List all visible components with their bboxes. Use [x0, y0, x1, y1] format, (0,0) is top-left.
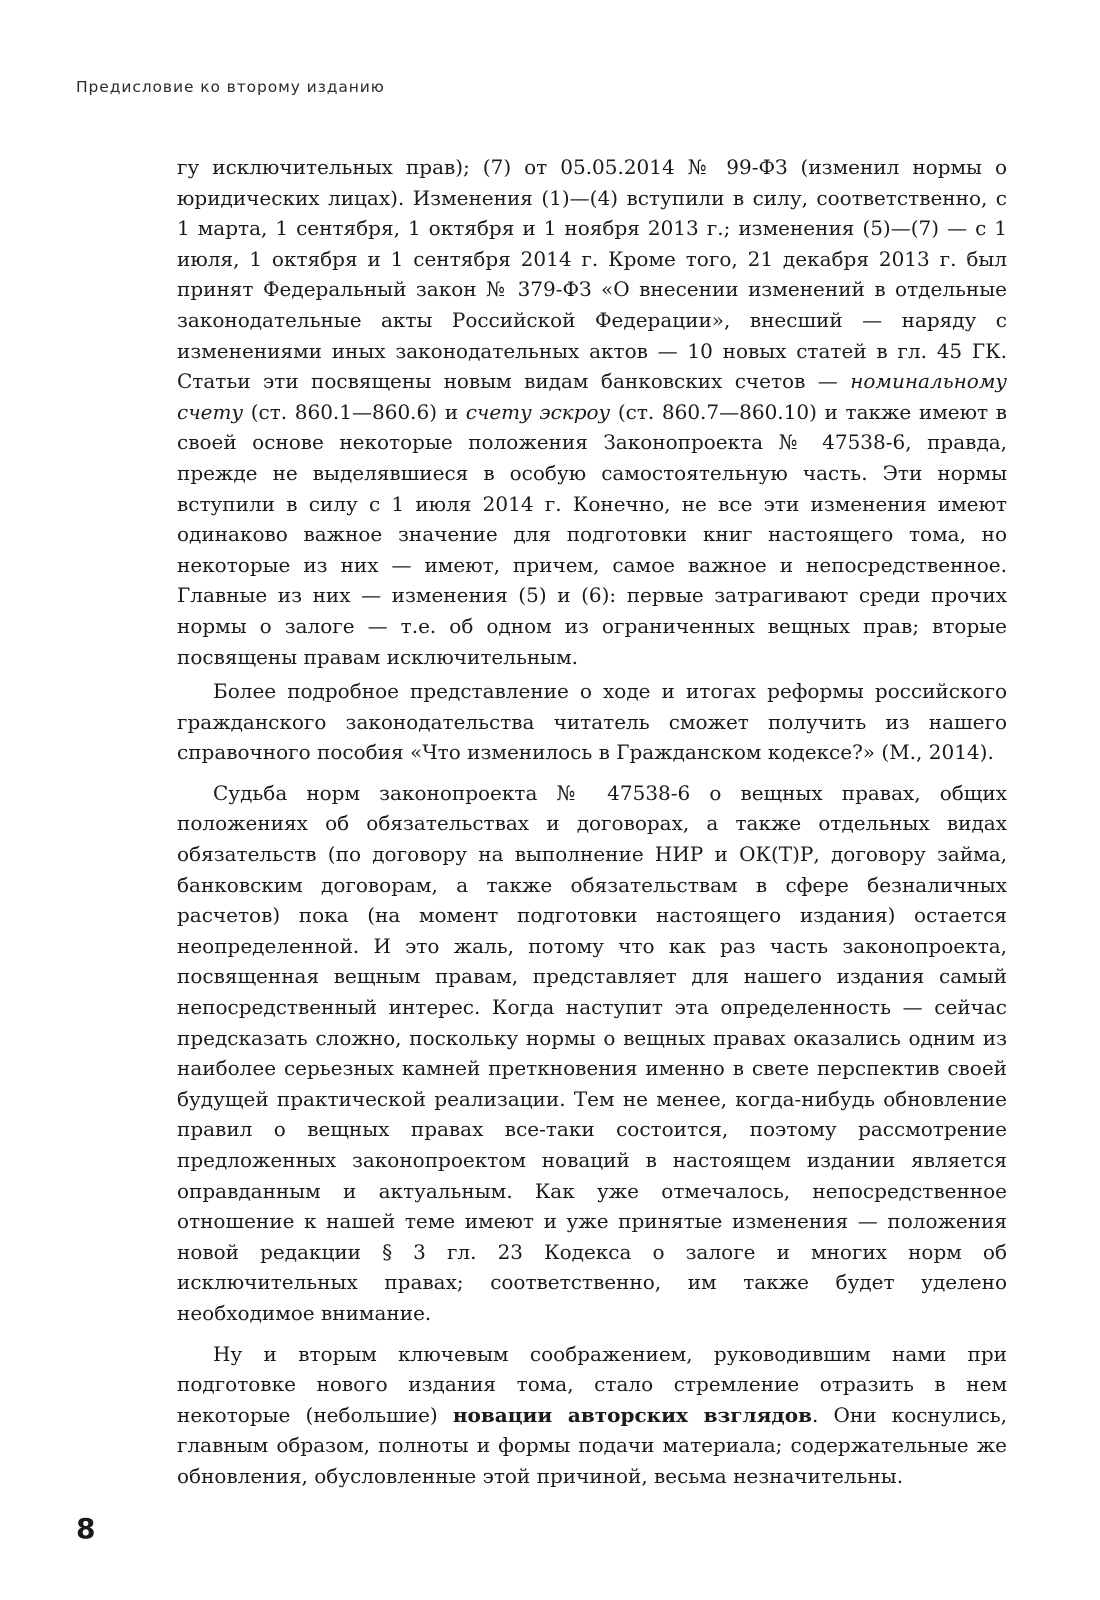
page-number: 8: [76, 1512, 96, 1545]
emphasis-author-innovations: новации авторских взглядов: [452, 1402, 812, 1427]
paragraph-4: [177, 1339, 1007, 1492]
term-nominal-account: номинальному счету: [177, 369, 1007, 424]
term-escrow-account: счету эскроу: [465, 399, 611, 424]
running-title: Предисловие ко второму изданию: [76, 78, 385, 96]
paragraph-1-text-a: гу исключительных прав); (7) от 05.05.2014 № 99-ФЗ (изменил нормы о юридических лицах). Изменения (1)—(4) вступили в силу, соответственно, с 1 марта, 1 сентября, 1 октября и 1 ноября 2013 г.; изменения (5)—(7) — с 1 июля, 1 октября и 1 сентября 2014 г. Кроме того, 21 декабря 2013 г. был принят Федеральный закон № 379-ФЗ «О внесении изменений в отдельные законодательные акты Российской Федерации», внесший — наряду с изменениями иных законодательных актов — 10 новых статей в гл. 45 ГК. Статьи эти посвящены новым видам банковских счетов —: [177, 155, 1007, 394]
paragraph-2: Более подробное представление о ходе и итогах реформы российского гражданского законодательства читатель сможет получить из нашего справочного пособия «Что изменилось в Гражданском кодексе?» (М., 2014).: [177, 679, 1007, 765]
paragraph-4-text-b: . Они коснулись, главным образом, полноты и формы подачи материала; содержательные же обновления, обусловленные этой причиной, весьма незначительны.: [177, 1402, 1008, 1488]
main-text: [177, 152, 1007, 1492]
paragraph-1-text-b: (ст. 860.1—860.6) и: [250, 399, 459, 424]
paragraph-1-text-c: (ст. 860.7—860.10) и также имеют в своей основе некоторые положения Законопроекта № 47538-6, правда, прежде не выделявшиеся в особую самостоятельную часть. Эти нормы вступили в силу с 1 июля 2014 г. Конечно, не все эти изменения имеют одинаково важное значение для подготовки книг настоящего тома, но некоторые из них — имеют, причем, самое важное и непосредственное. Главные из них — изменения (5) и (6): первые затрагивают среди прочих нормы о залоге — т.е. об одном из ограниченных вещных прав; вторые посвящены правам исключительным.: [177, 399, 1007, 669]
paragraph-1: [177, 152, 1007, 672]
paragraph-3: Судьба норм законопроекта № 47538-6 о вещных правах, общих положениях об обязательствах и договорах, а также отдельных видах обязательств (по договору на выполнение НИР и ОК(Т)Р, договору займа, банковским договорам, а также обязательствам в сфере безналичных расчетов) пока (на момент подготовки настоящего издания) остается неопределенной. И это жаль, потому что как раз часть законопроекта, посвященная вещным правам, представляет для нашего издания самый непосредственный интерес. Когда наступит эта определенность — сейчас предсказать сложно, поскольку нормы о вещных правах оказались одним из наиболее серьезных камней преткновения именно в свете перспектив своей будущей практической реализации. Тем не менее, когда-нибудь обновление правил о вещных правах все-таки состоится, поэтому рассмотрение предложенных законопроектом новаций в настоящем издании является оправданным и актуальным. Как уже отмечалось, непосредственное отношение к нашей теме имеют и уже принятые изменения — положения новой редакции § 3 гл. 23 Кодекса о залоге и многих норм об исключительных правах; соответственно, им также будет уделено необходимое внимание.: [177, 780, 1007, 1325]
paragraph-4-text-a: Ну и вторым ключевым соображением, руководившим нами при подготовке нового издания тома, стало стремление отразить в нем некоторые (небольшие): [177, 1341, 1007, 1427]
